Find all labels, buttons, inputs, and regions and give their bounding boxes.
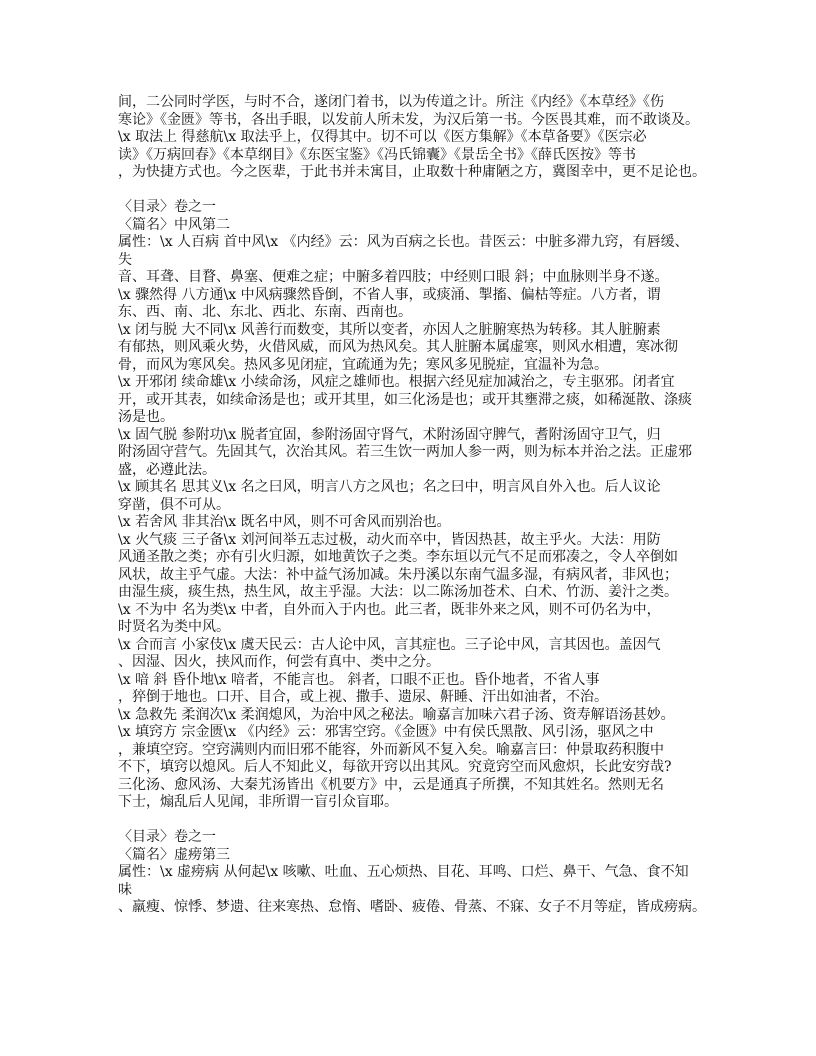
text-line: 附汤固守营气。先固其气，次治其风。若三生饮一两加人参一两，则为标本并治之法。正虚邪	[118, 444, 692, 460]
text-line: \x 开邪闭 续命雄\x 小续命汤，风症之雄师也。根据六经见症加减治之，专主驱邪。闭者宜	[118, 374, 675, 390]
text-line: 失	[118, 251, 132, 268]
text-line: 时贤名为类中风。	[118, 619, 230, 635]
text-line: 不下，填窍以熄风。后人不知此义，每欲开窍以出其风。究竟窍空而风愈炽，长此安穷哉?	[118, 759, 672, 775]
text-line: 东、西、南、北、东北、西北、东南、西南也。	[118, 304, 412, 320]
text-line: 味	[118, 881, 132, 898]
text-line: \x 不为中 名为类\x 中者，自外而入于内也。此三者，既非外来之风，则不可仍名为中，	[118, 601, 661, 618]
text-line: 汤是也。	[118, 409, 174, 425]
text-line: 、因湿、因火，挟风而作，何尝有真中、类中之分。	[118, 654, 440, 670]
text-line: 穿凿，俱不可从。	[118, 496, 230, 513]
text-line: 、羸瘦、惊悸、梦遗、往来寒热、怠惰、嗜卧、疲倦、骨蒸、不寐、女子不月等症，皆成痨病。	[118, 899, 706, 915]
text-line: 读》《万病回春》《本草纲目》《东医宝鉴》《冯氏锦囊》《景岳全书》《薛氏医按》等书	[118, 146, 636, 163]
text-line: ，为快捷方式也。今之医辈，于此书并未寓目，止取数十种庸陋之方，冀图幸中，更不足论也。	[118, 164, 706, 180]
text-line: ，猝倒于地也。口开、目合，或上视、撒手、遗尿、鼾睡、汗出如油者，不治。	[118, 689, 608, 705]
text-line: 盛，必遵此法。	[118, 461, 216, 478]
text-line: \x 顾其名 思其义\x 名之曰风，明言八方之风也；名之曰中，明言风自外入也。后人议论	[118, 479, 661, 495]
text-line: 属性：\x 人百病 首中风\x 《内经》云：风为百病之长也。昔医云：中脏多滞九窍，有唇缓、	[118, 234, 689, 250]
text-line: 风状，故主乎气虚。大法：补中益气汤加减。朱丹溪以东南气温多湿，有病风者，非风也；	[118, 566, 678, 583]
text-line: 开，或开其表，如续命汤是也；或开其里，如三化汤是也；或开其壅滞之痰，如稀涎散、涤痰	[118, 391, 692, 408]
text-line: \x 闭与脱 大不同\x 风善行而数变，其所以变者，亦因人之脏腑寒热为转移。其人脏腑素	[118, 321, 661, 338]
text-line: 三化汤、愈风汤、大秦艽汤皆出《机要方》中，云是通真子所撰，不知其姓名。然则无名	[118, 776, 664, 793]
text-line: 下士，煽乱后人见闻，非所谓一盲引众盲耶。	[118, 794, 398, 810]
document-page	[118, 94, 718, 917]
text-line: 寒论》《金匮》等书，各出手眼，以发前人所未发，为汉后第一书。今医畏其难，而不敢谈及。	[118, 111, 699, 128]
text-line: \x 急救先 柔润次\x 柔润熄风，为治中风之秘法。喻嘉言加味六君子汤、资寿解语汤甚妙。	[118, 706, 675, 723]
text-line: 〈篇名〉中风第二	[118, 216, 230, 233]
text-line: 〈目录〉卷之一	[118, 829, 216, 845]
text-line: 骨，而风为寒风矣。热风多见闭症，宜疏通为先；寒风多见脱症，宜温补为急。	[118, 356, 608, 373]
text-line: 有郁热，则风乘火势，火借风威，而风为热风矣。其人脏腑本属虚寒，则风水相遭，寒冰彻	[118, 339, 678, 355]
text-line: \x 取法上 得慈航\x 取法乎上，仅得其中。切不可以《医方集解》《本草备要》《医宗必	[118, 129, 647, 145]
text-line: \x 若舍风 非其治\x 既名中风，则不可舍风而别治也。	[118, 514, 451, 530]
text-line: 由湿生痰，痰生热，热生风，故主乎湿。大法：以二陈汤加苍术、白术、竹沥、姜汁之类。	[118, 584, 678, 600]
text-line: 音、耳聋、目瞀、鼻塞、便难之症；中腑多着四肢；中经则口眼 斜；中血脉则半身不遂。	[118, 269, 669, 285]
blank-line	[118, 182, 718, 200]
text-line: 〈目录〉卷之一	[118, 199, 216, 215]
text-line: \x 固气脱 参附功\x 脱者宜固，参附汤固守肾气，术附汤固守脾气，耆附汤固守卫气，归	[118, 426, 661, 443]
text-line: 〈篇名〉虚痨第三	[118, 846, 230, 863]
text-line: 风通圣散之类；亦有引火归源，如地黄饮子之类。李东垣以元气不足而邪凑之，令人卒倒如	[118, 549, 678, 565]
text-line: \x 骤然得 八方通\x 中风病骤然昏倒，不省人事，或痰涌、掣搐、偏枯等症。八方者，谓	[118, 286, 661, 303]
text-line: 间，二公同时学医，与时不合，遂闭门着书，以为传道之计。所注《内经》《本草经》《伤	[118, 94, 664, 110]
text-line: 属性：\x 虚痨病 从何起\x 咳嗽、吐血、五心烦热、目花、耳鸣、口烂、鼻干、气急、食不知	[118, 864, 689, 880]
text-line: \x 火气痰 三子备\x 刘河间举五志过极，动火而卒中，皆因热甚，故主乎火。大法：用防	[118, 531, 661, 548]
text-line: ，兼填空窍。空窍满则内而旧邪不能容，外而新风不复入矣。喻嘉言曰：仲景取药积腹中	[118, 741, 664, 758]
text-line: \x 填窍方 宗金匮\x 《内经》云：邪害空窍。《金匮》中有侯氏黑散、风引汤，驱风之中	[118, 724, 654, 740]
blank-line	[118, 812, 718, 830]
text-line: \x 喑 斜 昏仆地\x 喑者，不能言也。 斜者，口眼不正也。昏仆地者，不省人事	[118, 671, 600, 688]
text-line: \x 合而言 小家伎\x 虞天民云：古人论中风，言其症也。三子论中风，言其因也。盖因气	[118, 636, 661, 653]
